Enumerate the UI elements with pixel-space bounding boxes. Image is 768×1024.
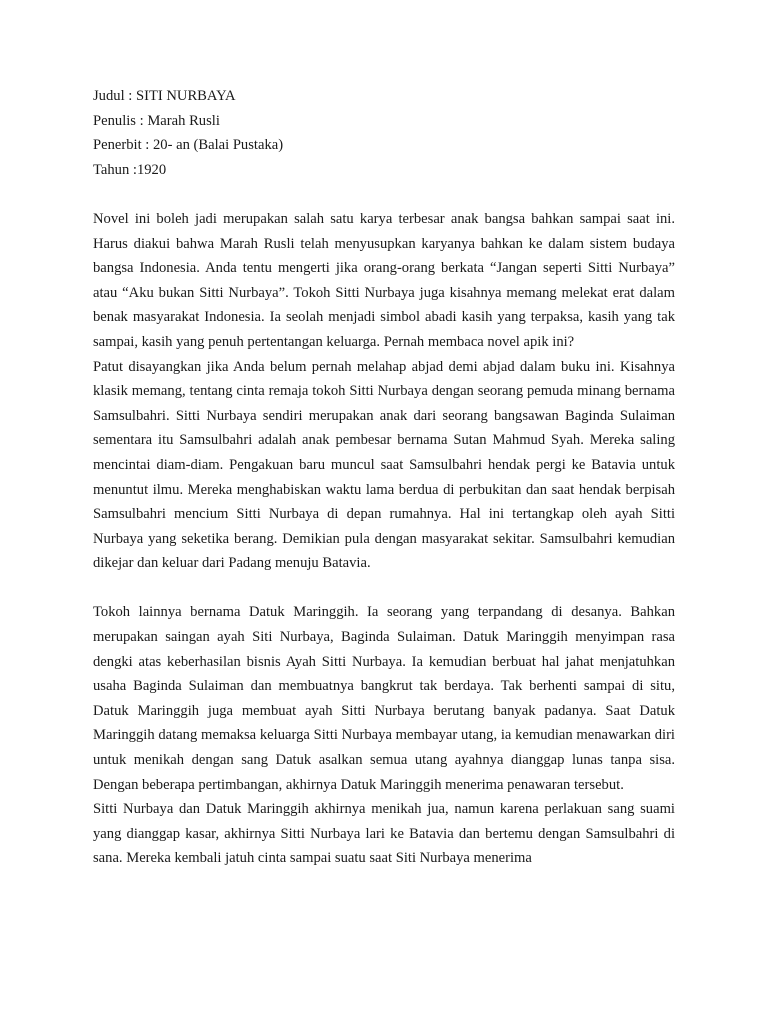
paragraph-marriage: Sitti Nurbaya dan Datuk Maringgih akhirnya menikah jua, namun karena perlakuan sang suami yang dianggap kasar, akhirnya Sitti Nurbaya lari ke Batavia dan bertemu dengan Samsulbahri di sana. Mereka kembali jatuh cinta sampai suatu saat Siti Nurbaya menerima	[93, 801, 675, 867]
meta-year: Tahun :1920	[93, 161, 167, 178]
meta-author: Penulis : Marah Rusli	[93, 112, 220, 129]
book-metadata	[93, 84, 675, 182]
paragraph-datuk-maringgih: Tokoh lainnya bernama Datuk Maringgih. Ia seorang yang terpandang di desanya. Bahkan merupakan saingan ayah Siti Nurbaya, Baginda Sulaiman. Datuk Maringgih menyimpan rasa dengki atas keberhasilan bisnis Ayah Sitti Nurbaya. Ia kemudian berbuat hal jahat menjatuhkan usaha Baginda Sulaiman dan membuatnya bangkrut tak berdaya. Tak berhenti sampai di situ, Datuk Maringgih juga membuat ayah Sitti Nurbaya berutang banyak padanya. Saat Datuk Maringgih datang memaksa keluarga Sitti Nurbaya membayar utang, ia kemudian menawarkan diri untuk menikah dengan sang Datuk asalkan semua utang ayahnya dianggap lunas tanpa sisa. Dengan beberapa pertimbangan, akhirnya Datuk Maringgih menerima penawaran tersebut.	[93, 604, 675, 793]
meta-publisher: Penerbit : 20- an (Balai Pustaka)	[93, 137, 284, 154]
document-body	[93, 84, 675, 871]
paragraph-spacer	[93, 576, 675, 601]
paragraph-story: Patut disayangkan jika Anda belum pernah melahap abjad demi abjad dalam buku ini. Kisahnya klasik memang, tentang cinta remaja tokoh Sitti Nurbaya dengan seorang pemuda minang bernama Samsulbahri. Sitti Nurbaya sendiri merupakan anak dari seorang bangsawan Baginda Sulaiman sementara itu Samsulbahri adalah anak pembesar bernama Sutan Mahmud Syah. Mereka saling mencintai diam-diam. Pengakuan baru muncul saat Samsulbahri hendak pergi ke Batavia untuk menuntut ilmu. Mereka menghabiskan waktu lama berdua di perbukitan dan saat hendak berpisah Samsulbahri mencium Sitti Nurbaya di depan rumahnya. Hal ini tertangkap oleh ayah Sitti Nurbaya yang seketika berang. Demikian pula dengan masyarakat sekitar. Samsulbahri kemudian dikejar dan keluar dari Padang menuju Batavia.	[93, 358, 675, 572]
meta-title: Judul : SITI NURBAYA	[93, 88, 236, 104]
paragraph-intro: Novel ini boleh jadi merupakan salah satu karya terbesar anak bangsa bahkan sampai saat ini. Harus diakui bahwa Marah Rusli telah menyusupkan karyanya bahkan ke dalam sistem budaya bangsa Indonesia. Anda tentu mengerti jika orang-orang berkata “Jangan seperti Sitti Nurbaya” atau “Aku bukan Sitti Nurbaya”. Tokoh Sitti Nurbaya juga kisahnya memang melekat erat dalam benak masyarakat Indonesia. Ia seolah menjadi simbol abadi kasih yang terpaksa, kasih yang tak sampai, kasih yang penuh pertentangan keluarga. Pernah membaca novel apik ini?	[93, 210, 675, 350]
